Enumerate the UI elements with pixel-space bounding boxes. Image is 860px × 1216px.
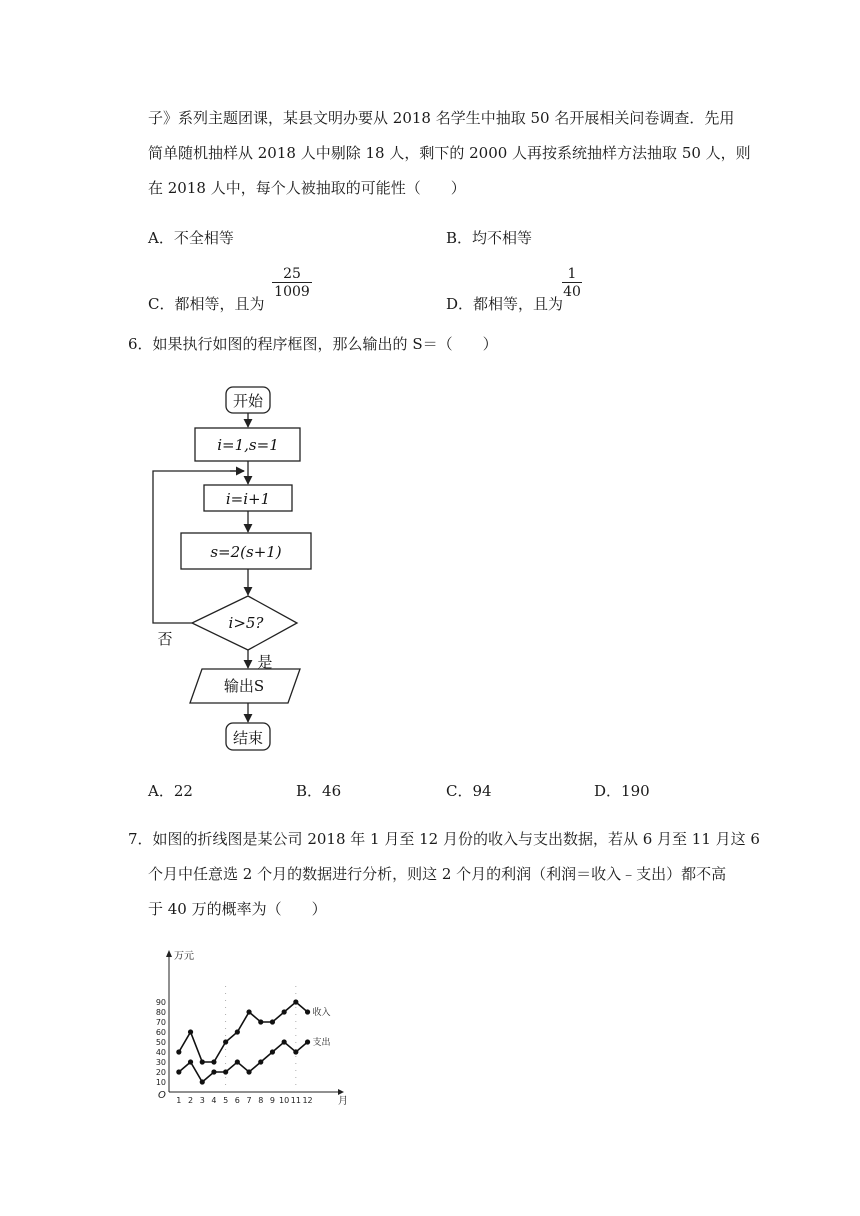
x-tick-label: 5 bbox=[223, 1096, 229, 1105]
x-axis-label: 月 bbox=[338, 1096, 348, 1107]
q5-option-d-fraction bbox=[562, 266, 582, 300]
data-point bbox=[270, 1019, 275, 1024]
x-tick-label: 2 bbox=[188, 1096, 194, 1105]
flow-output-label: 输出S bbox=[223, 677, 265, 695]
data-point bbox=[258, 1059, 263, 1064]
q5-option-b[interactable]: B．均不相等 bbox=[446, 229, 533, 247]
data-point bbox=[282, 1009, 287, 1014]
x-tick-label: 3 bbox=[199, 1096, 205, 1105]
x-tick-label: 8 bbox=[258, 1096, 264, 1105]
q6-option-d[interactable]: D．190 bbox=[594, 782, 650, 800]
flow-increment-label: i=i+1 bbox=[225, 490, 271, 508]
y-tick-label: 90 bbox=[155, 998, 166, 1007]
x-tick-label: 9 bbox=[269, 1096, 275, 1105]
data-point bbox=[293, 1049, 298, 1054]
data-point bbox=[282, 1039, 287, 1044]
data-point bbox=[176, 1049, 181, 1054]
q5-option-c-denominator: 1009 bbox=[272, 282, 312, 300]
q5-option-c-fraction bbox=[272, 266, 312, 300]
flow-end-label: 结束 bbox=[232, 729, 264, 747]
data-point bbox=[305, 1009, 310, 1014]
x-tick-label: 7 bbox=[246, 1096, 252, 1105]
x-tick-label: 6 bbox=[234, 1096, 240, 1105]
q5-option-d-denominator: 40 bbox=[563, 284, 581, 300]
y-tick-label: 10 bbox=[155, 1078, 166, 1087]
origin-label: O bbox=[158, 1090, 166, 1101]
y-tick-label: 60 bbox=[155, 1028, 166, 1037]
flow-condition-label: i>5? bbox=[228, 614, 264, 632]
q6-stem: 6．如果执行如图的程序框图，那么输出的 S＝（ ） bbox=[128, 335, 498, 353]
y-tick-label: 70 bbox=[155, 1018, 166, 1027]
data-point bbox=[188, 1029, 193, 1034]
data-point bbox=[305, 1039, 310, 1044]
data-point bbox=[223, 1039, 228, 1044]
q7-line-2: 个月中任意选 2 个月的数据进行分析，则这 2 个月的利润（利润＝收入﹣支出）都不高 bbox=[148, 865, 727, 883]
y-axis-label: 万元 bbox=[174, 951, 194, 962]
data-point bbox=[223, 1069, 228, 1074]
x-tick-label: 12 bbox=[302, 1096, 313, 1105]
data-point bbox=[258, 1019, 263, 1024]
y-tick-label: 30 bbox=[155, 1058, 166, 1067]
q5-option-d[interactable]: D．都相等，且为 bbox=[446, 295, 564, 313]
y-axis-arrow bbox=[166, 950, 172, 957]
series-line-2 bbox=[179, 1042, 308, 1082]
series-name-label: 支出 bbox=[312, 1038, 331, 1048]
data-point bbox=[211, 1059, 216, 1064]
flow-start-label: 开始 bbox=[232, 392, 264, 410]
x-tick-label: 10 bbox=[279, 1096, 290, 1105]
q5-option-c[interactable]: C．都相等，且为 bbox=[148, 295, 265, 313]
flow-no-label: 否 bbox=[157, 630, 173, 648]
q6-option-c[interactable]: C．94 bbox=[446, 782, 492, 800]
data-point bbox=[176, 1069, 181, 1074]
data-point bbox=[270, 1049, 275, 1054]
data-point bbox=[200, 1059, 205, 1064]
x-tick-label: 1 bbox=[176, 1096, 182, 1105]
q5-option-d-numerator: 1 bbox=[567, 266, 577, 282]
q5-option-a[interactable]: A．不全相等 bbox=[148, 229, 234, 247]
flow-init-label: i=1,s=1 bbox=[217, 436, 279, 454]
q6-option-b[interactable]: B．46 bbox=[296, 782, 342, 800]
data-point bbox=[293, 999, 298, 1004]
data-point bbox=[235, 1059, 240, 1064]
data-point bbox=[246, 1009, 251, 1014]
q5-option-c-numerator: 25 bbox=[283, 266, 301, 282]
q7-line-1: 7．如图的折线图是某公司 2018 年 1 月至 12 月份的收入与支出数据，若从 6 月至 11 月这 6 bbox=[128, 830, 760, 848]
y-tick-label: 20 bbox=[155, 1068, 166, 1077]
x-tick-label: 11 bbox=[290, 1096, 301, 1105]
q5-line-2: 简单随机抽样从 2018 人中剔除 18 人，剩下的 2000 人再按系统抽样方法抽取 50 人，则 bbox=[148, 144, 751, 162]
q6-option-a[interactable]: A．22 bbox=[148, 782, 193, 800]
flow-update-label: s=2(s+1) bbox=[210, 543, 282, 561]
data-point bbox=[246, 1069, 251, 1074]
flowchart bbox=[140, 385, 340, 760]
x-tick-label: 4 bbox=[211, 1096, 217, 1105]
q5-line-1: 子》系列主题团课，某县文明办要从 2018 名学生中抽取 50 名开展相关问卷调查．先用 bbox=[148, 109, 735, 127]
y-tick-label: 80 bbox=[155, 1008, 166, 1017]
data-point bbox=[188, 1059, 193, 1064]
data-point bbox=[200, 1079, 205, 1084]
x-axis-arrow bbox=[338, 1089, 344, 1095]
series-line-1 bbox=[179, 1002, 308, 1062]
income-expense-line-chart bbox=[148, 943, 368, 1108]
y-tick-label: 40 bbox=[155, 1048, 166, 1057]
q7-line-3: 于 40 万的概率为（ ） bbox=[148, 900, 327, 918]
data-point bbox=[235, 1029, 240, 1034]
data-point bbox=[211, 1069, 216, 1074]
q5-line-3: 在 2018 人中，每个人被抽取的可能性（ ） bbox=[148, 179, 466, 197]
flow-yes-label: 是 bbox=[257, 653, 273, 671]
series-name-label: 收入 bbox=[312, 1008, 331, 1018]
y-tick-label: 50 bbox=[155, 1038, 166, 1047]
